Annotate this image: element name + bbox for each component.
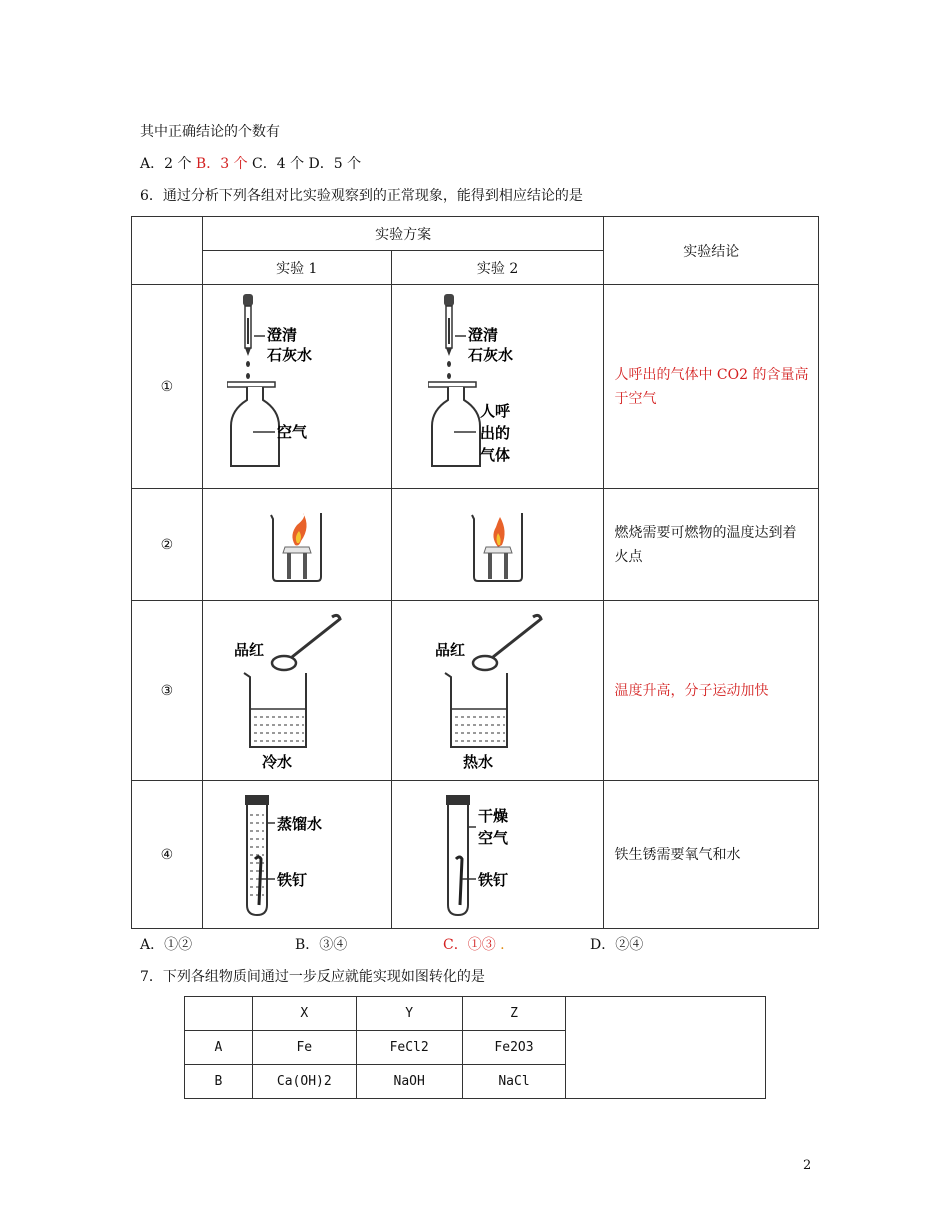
- q7-row-a-x: Fe: [252, 1031, 356, 1065]
- row3-conclusion: 温度升高，分子运动加快: [604, 601, 819, 781]
- intro-line: 其中正确结论的个数有: [140, 124, 280, 140]
- q6-option-d: D．②④: [590, 937, 644, 953]
- q6-table: [131, 216, 819, 929]
- candle-in-beaker-diagram: [267, 507, 327, 583]
- q7-row-b-y: NaOH: [356, 1065, 462, 1099]
- q6-option-b: B．③④: [295, 937, 348, 953]
- q6-option-a: A．①②: [140, 937, 193, 953]
- q7-row-a-label: A: [185, 1031, 253, 1065]
- q5-options: [140, 153, 361, 173]
- test-tube-dry-air-nail-diagram: [438, 793, 558, 917]
- row1-exp2-figure: [391, 285, 604, 489]
- row2-exp2-figure: [391, 489, 604, 601]
- label-iron-nail: 铁钉: [477, 870, 508, 889]
- label-pinkdye: 品红: [233, 640, 264, 659]
- label-cold-water: 冷水: [261, 752, 292, 771]
- q7-stem: 7．下列各组物质间通过一步反应就能实现如图转化的是: [140, 969, 485, 985]
- q7-row-b-label: B: [185, 1065, 253, 1099]
- label-limewater-1: 澄清: [467, 325, 498, 344]
- row4-exp2-figure: [391, 781, 604, 929]
- row1-exp1-figure: [202, 285, 391, 489]
- q7-row-b-x: Ca(OH)2: [252, 1065, 356, 1099]
- test-tube-water-nail-diagram: [237, 793, 357, 917]
- label-pinkdye: 品红: [434, 640, 465, 659]
- q6-header-conclusion: 实验结论: [604, 217, 819, 285]
- q6-stem: 6．通过分析下列各组对比实验观察到的正常现象，能得到相应结论的是: [140, 188, 583, 204]
- q7-header-y: Y: [356, 997, 462, 1031]
- q6-header-exp2: 实验 2: [391, 251, 604, 285]
- q5-option-a: A．2 个: [140, 156, 196, 172]
- row1-conclusion: 人呼出的气体中 CO2 的含量高于空气: [604, 285, 819, 489]
- q6-option-c-answer: C．①③: [443, 937, 496, 953]
- q7-row-a-y: FeCl2: [356, 1031, 462, 1065]
- label-hot-water: 热水: [462, 752, 493, 771]
- q6-option-c: [443, 934, 505, 954]
- label-exhaled-3: 气体: [479, 445, 510, 464]
- dropper-bottle-exhaled-diagram: [428, 292, 568, 482]
- label-iron-nail: 铁钉: [276, 870, 307, 889]
- label-dry-1: 干燥: [477, 806, 508, 825]
- row1-num: ①: [132, 285, 203, 489]
- candle-in-beaker-diagram-2: [468, 507, 528, 583]
- page-number: 2: [803, 1158, 812, 1173]
- label-limewater-2: 石灰水: [266, 345, 312, 364]
- q6-header-plan: 实验方案: [202, 217, 604, 251]
- row3-num: ③: [132, 601, 203, 781]
- label-limewater-2: 石灰水: [467, 345, 513, 364]
- dropper-bottle-air-diagram: [227, 292, 367, 482]
- row3-exp2-figure: [391, 601, 604, 781]
- q6-option-c-dot: .: [500, 937, 505, 953]
- q7-diagram-cell: [566, 997, 766, 1099]
- label-limewater-1: 澄清: [266, 325, 297, 344]
- q7-row-b-z: NaCl: [462, 1065, 566, 1099]
- q7-header-empty: [185, 997, 253, 1031]
- q7-header-x: X: [252, 997, 356, 1031]
- label-distilled-water: 蒸馏水: [276, 814, 322, 833]
- q7-row-a-z: Fe2O3: [462, 1031, 566, 1065]
- q7-table: [184, 996, 766, 1099]
- row2-num: ②: [132, 489, 203, 601]
- row4-exp1-figure: [202, 781, 391, 929]
- row2-exp1-figure: [202, 489, 391, 601]
- q6-header-empty: [132, 217, 203, 285]
- label-dry-2: 空气: [477, 828, 508, 847]
- q7-header-z: Z: [462, 997, 566, 1031]
- label-exhaled-1: 人呼: [479, 401, 510, 420]
- spoon-beaker-cold-diagram: [232, 611, 362, 771]
- row4-conclusion: 铁生锈需要氧气和水: [604, 781, 819, 929]
- q6-header-exp1: 实验 1: [202, 251, 391, 285]
- row3-exp1-figure: [202, 601, 391, 781]
- row2-conclusion: 燃烧需要可燃物的温度达到着火点: [604, 489, 819, 601]
- row4-num: ④: [132, 781, 203, 929]
- label-air: 空气: [276, 422, 307, 441]
- q5-options-rest: C．4 个 D．5 个: [247, 156, 362, 172]
- q5-option-b-answer: B．3 个: [195, 156, 248, 172]
- spoon-beaker-hot-diagram: [433, 611, 563, 771]
- label-exhaled-2: 出的: [479, 423, 510, 442]
